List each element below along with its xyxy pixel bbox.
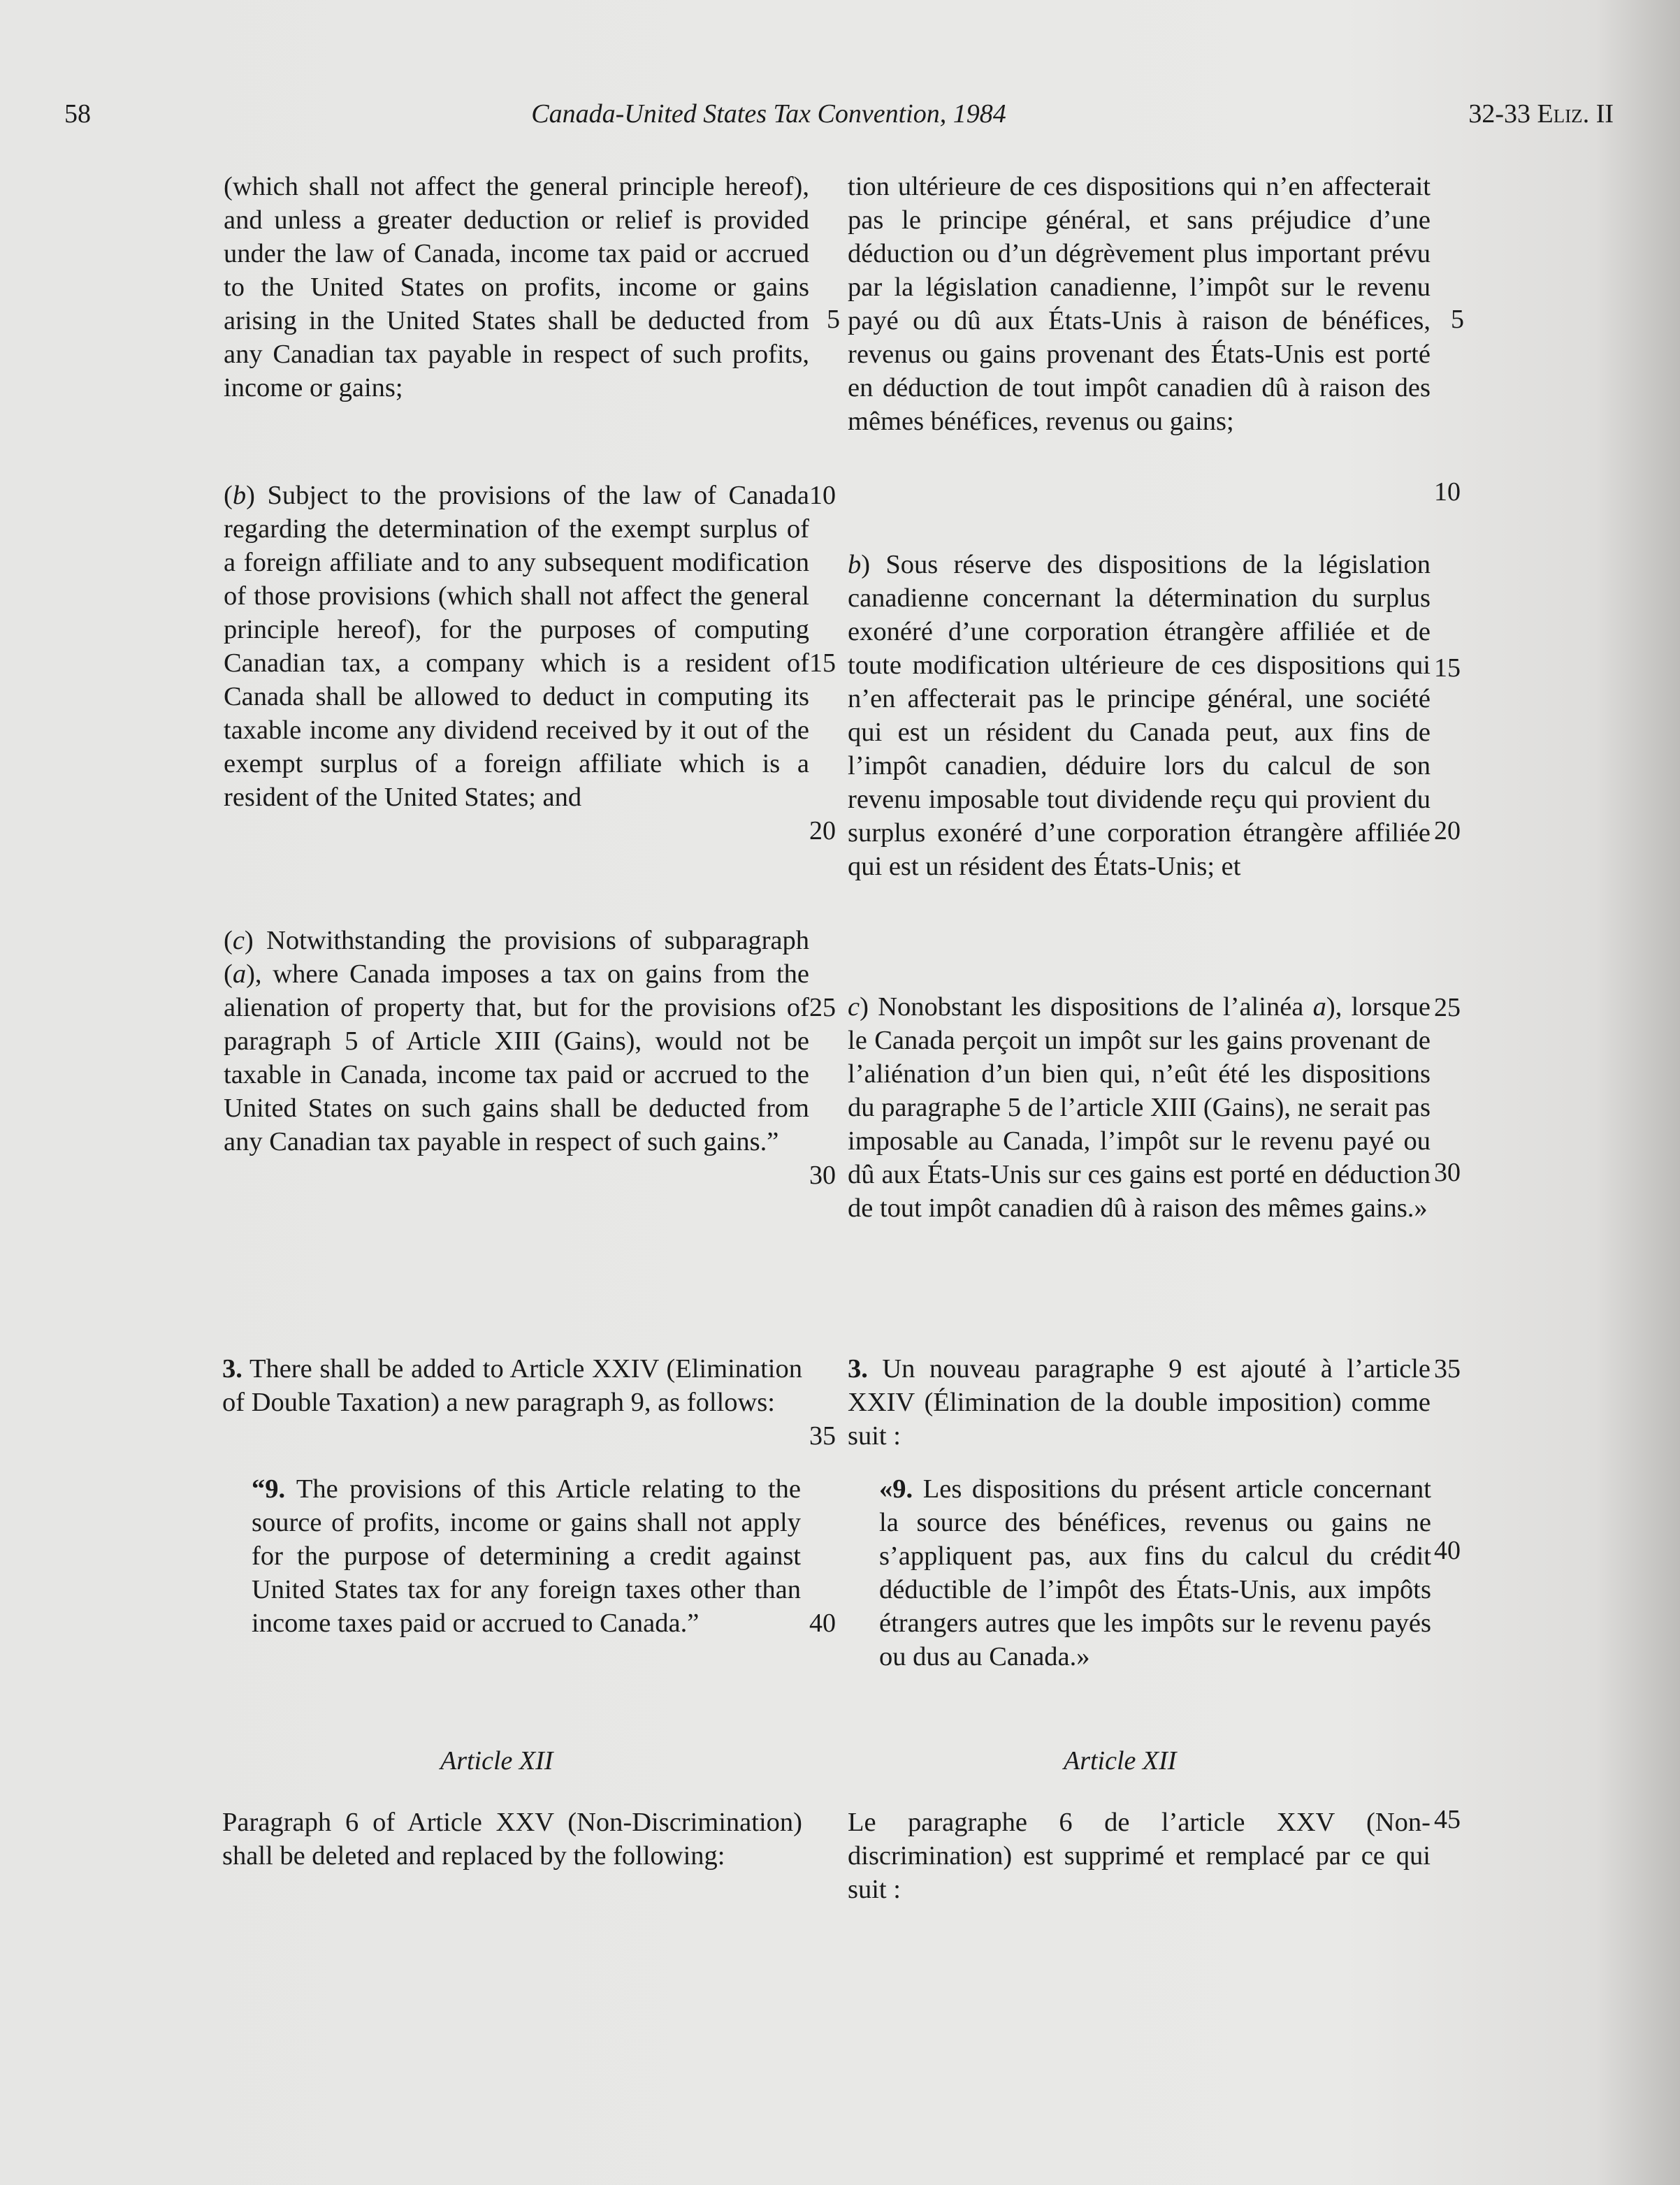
fr-article-heading: Article XII (1064, 1746, 1177, 1776)
fr-q9-text: Les dispositions du présent article concernant la source des bénéfices, revenus ou gains ne s’appliquent pas, aux fins du calcul du crédit déductible de l’impôt des États-Unis, aux impôts étrangers autres que les impôts sur le revenu payés ou dus au Canada.» (879, 1474, 1431, 1671)
fr-line-number: 15 (1434, 653, 1461, 683)
en-article-paragraph (222, 1806, 802, 1873)
en-subparagraph-b: (b) Subject to the provisions of the law of Canada regarding the determination of the exempt surplus of a foreign affiliate and to any subsequent modification of those provisions (which shall not affect the general principle hereof), for the purposes of computing Canadian tax, a company which is a resident of Canada shall be allowed to deduct in computing its taxable income any dividend received by it out of the exempt surplus of a foreign affiliate which is a resident of the United States; and (224, 481, 809, 812)
fr-c-text-1: ) Nonobstant les dispositions de l’alinéa (860, 992, 1313, 1022)
en-subparagraph-c: (c) Notwithstanding the provisions of subparagraph (a), where Canada imposes a tax on gains from the alienation of property that, but for the provisions of paragraph 5 of Article XIII (Gains), would not be taxable in Canada, income tax paid or accrued to the United States on such gains shall be deducted from any Canadian tax payable in respect of such gains.” (224, 926, 809, 1156)
en-q9-text: The provisions of this Article relating to the source of profits, income or gains shall not apply for the purpose of determining a credit against United States tax for any foreign taxes other than income taxes paid or accrued to Canada.” (252, 1474, 801, 1638)
en-b-text: Subject to the provisions of the law of Canada regarding the determination of the exempt surplus of a foreign affiliate and to any subsequent modification of those provisions (which shall not affect the general principle hereof), for the purposes of computing Canadian tax, a company which is a resident of Canada shall be allowed to deduct in computing its taxable income any dividend received by it out of the exempt surplus of a foreign affiliate which is a resident of the United States; and (224, 481, 809, 812)
en-line-number: 10 (809, 481, 836, 510)
regnal-prefix: 32-33 (1468, 99, 1537, 129)
fr-q9-open: « (879, 1474, 893, 1504)
fr-s3-num: 3. (848, 1354, 868, 1384)
en-b-label: b (232, 481, 247, 510)
fr-line-number: 5 (1451, 305, 1464, 334)
en-c-label: c (232, 926, 245, 955)
en-quoted-paragraph-9 (252, 1472, 801, 1640)
en-section-3 (222, 1352, 802, 1419)
fr-line-number: 25 (1434, 993, 1461, 1022)
en-line-number: 15 (809, 648, 836, 678)
fr-s3-text: Un nouveau paragraphe 9 est ajouté à l’article XXIV (Élimination de la double imposition) comme suit : (848, 1354, 1431, 1451)
fr-line-number: 45 (1434, 1805, 1461, 1834)
fr-c-ref: a (1312, 992, 1326, 1022)
en-line-number: 35 (809, 1421, 836, 1451)
running-title: Canada-United States Tax Convention, 1984 (531, 99, 1006, 129)
regnal-suffix: . II (1582, 99, 1614, 129)
en-q9-num: 9. (265, 1474, 286, 1504)
en-c-text-1: Notwithstanding the provisions of subparagraph ( (224, 926, 809, 989)
fr-quoted-paragraph-9 (879, 1472, 1431, 1674)
en-line-number: 40 (809, 1609, 836, 1638)
fr-section-3 (848, 1352, 1431, 1453)
fr-line-number: 10 (1434, 477, 1461, 507)
en-c-text-2: ), where Canada imposes a tax on gains from the alienation of property that, but for the provisions of paragraph 5 of Article XIII (Gains), would not be taxable in Canada, income tax paid or accrued to the United States on such gains shall be deducted from any Canadian tax payable in respect of such gains.” (224, 959, 809, 1156)
page-number: 58 (64, 99, 91, 129)
fr-line-number: 30 (1434, 1158, 1461, 1187)
en-p1: (which shall not affect the general principle hereof), and unless a greater deduction or relief is provided under the law of Canada, income tax paid or accrued to the United States on profits, income or gains arising in the United States shall be deducted from any Canadian tax payable in respect of such profits, income or gains; (224, 172, 809, 402)
fr-paragraph-continuation (848, 170, 1431, 438)
en-paragraph-continuation (224, 170, 809, 405)
fr-line-number: 20 (1434, 816, 1461, 845)
fr-subparagraph-c (848, 990, 1431, 1225)
en-q9-open: “ (252, 1474, 266, 1504)
en-line-number: 30 (809, 1161, 836, 1190)
fr-p1: tion ultérieure de ces dispositions qui n’en affecterait pas le principe général, et sans préjudice d’une déduction ou d’un dégrèvement plus important prévu par la législation canadienne, l’impôt sur le revenu payé ou dû aux États-Unis à raison de bénéfices, revenus ou gains provenant des États-Unis est porté en déduction de tout impôt canadien dû à raison des mêmes bénéfices, revenus ou gains; (848, 172, 1431, 436)
fr-line-number: 40 (1434, 1536, 1461, 1565)
en-line-number: 5 (827, 305, 840, 334)
fr-art-para: Le paragraphe 6 de l’article XXV (Non-discrimination) est supprimé et remplacé par ce qui suit : (848, 1808, 1431, 1904)
en-article-heading: Article XII (440, 1746, 553, 1776)
regnal-name: Eliz (1537, 99, 1583, 129)
fr-b-label: b (848, 550, 862, 579)
fr-c-text-2: ), lorsque le Canada perçoit un impôt sur les gains provenant de l’aliénation d’un bien qui, n’eût été les dispositions du paragraphe 5 de l’article XIII (Gains), ne serait pas imposable au Canada, l’impôt sur le revenu payé ou dû aux États-Unis sur ces gains est porté en déduction de tout impôt canadien dû à raison des mêmes gains.» (848, 992, 1431, 1223)
fr-subparagraph-b (848, 548, 1431, 883)
regnal-year (1468, 98, 1614, 130)
fr-q9-num: 9. (892, 1474, 913, 1504)
en-s3-num: 3. (222, 1354, 242, 1384)
fr-article-paragraph (848, 1806, 1431, 1906)
en-art-para: Paragraph 6 of Article XXV (Non-Discrimination) shall be deleted and replaced by the following: (222, 1808, 802, 1871)
fr-line-number: 35 (1434, 1354, 1461, 1384)
fr-b-text: ) Sous réserve des dispositions de la législation canadienne concernant la détermination du surplus exonéré d’une corporation étrangère affiliée et de toute modification ultérieure de ces dispositions qui n’en affecterait pas le principe général, une société qui est un résident du Canada peut, aux fins de l’impôt canadien, déduire lors du calcul de son revenu imposable tout dividende reçu qui provient du surplus exonéré d’une corporation étrangère affiliée qui est un résident des États-Unis; et (848, 550, 1431, 881)
en-c-ref: a (232, 959, 247, 989)
en-line-number: 25 (809, 993, 836, 1022)
en-s3-text: There shall be added to Article XXIV (Elimination of Double Taxation) a new paragraph 9, as follows: (222, 1354, 802, 1417)
fr-c-label: c (848, 992, 860, 1022)
en-line-number: 20 (809, 816, 836, 845)
